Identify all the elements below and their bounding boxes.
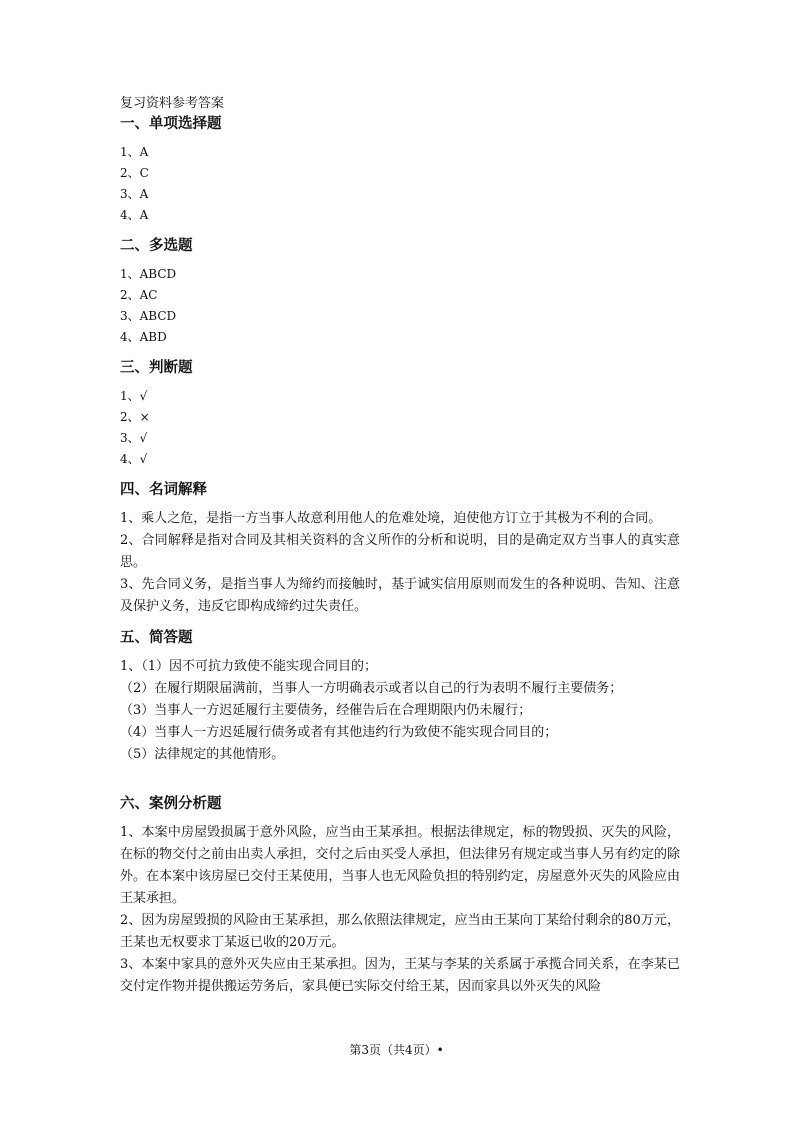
definition-paragraph: 3、先合同义务，是指当事人为缔约而接触时，基于诚实信用原则而发生的各种说明、告知、注意及保护义务，违反它即构成缔约过失责任。 — [120, 577, 680, 614]
answer-line: 1、ABCD — [120, 267, 177, 281]
answer-line: 1、√ — [120, 389, 148, 403]
document-title: 复习资料参考答案 — [120, 96, 225, 111]
answer-line: 1、A — [120, 145, 149, 159]
answer-line: 2、× — [120, 410, 150, 424]
answer-line: 3、ABCD — [120, 309, 177, 323]
answer-line: 4、ABD — [120, 330, 167, 344]
answer-line: 3、A — [120, 187, 149, 201]
section-multiple-choice — [120, 236, 680, 348]
short-answer-line: （4）当事人一方迟延履行债务或者有其他违约行为致使不能实现合同目的； — [120, 725, 558, 740]
short-answer-line: （2）在履行期限届满前，当事人一方明确表示或者以自己的行为表明不履行主要债务； — [120, 681, 623, 696]
short-answer-line: 1、（1）因不可抗力致使不能实现合同目的； — [120, 659, 378, 674]
section-heading: 一、单项选择题 — [120, 116, 222, 132]
definition-paragraph: 2、合同解释是指对合同及其相关资料的含义所作的分析和说明，目的是确定双方当事人的真实意思。 — [120, 533, 680, 570]
definition-paragraph: 1、乘人之危，是指一方当事人故意利用他人的危难处境，迫使他方订立于其极为不利的合同。 — [120, 511, 662, 526]
case-paragraph: 3、本案中家具的意外灭失应由王某承担。因为，王某与李某的关系属于承揽合同关系，在李某已交付定作物并提供搬运劳务后，家具便已实际交付给王某，因而家具以外灭失的风险 — [120, 957, 680, 994]
short-answer-line: （5）法律规定的其他情形。 — [120, 747, 285, 762]
answer-line: 3、√ — [120, 431, 148, 445]
answer-line: 4、√ — [120, 452, 148, 466]
section-term-definitions — [120, 480, 680, 618]
section-heading: 四、名词解释 — [120, 482, 207, 498]
page-footer: 第3页（共4页）• — [349, 1043, 444, 1057]
short-answer-line: （3）当事人一方迟延履行主要债务，经催告后在合理期限内仍未履行； — [120, 703, 532, 718]
answer-line: 4、A — [120, 208, 149, 222]
section-single-choice — [120, 114, 680, 226]
section-true-false — [120, 358, 680, 470]
section-short-answer — [120, 628, 680, 766]
spacer — [120, 776, 680, 794]
section-case-analysis — [120, 794, 680, 998]
document-body — [120, 94, 680, 1008]
section-heading: 二、多选题 — [120, 238, 193, 254]
case-paragraph: 1、本案中房屋毁损属于意外风险，应当由王某承担。根据法律规定，标的物毁损、灭失的风险，在标的物交付之前由出卖人承担，交付之后由买受人承担，但法律另有规定或当事人另有约定的除外。在本案中该房屋已交付王某使用，当事人也无风险负担的特别约定，房屋意外灭失的风险应由王某承担。 — [120, 825, 680, 906]
answer-line: 2、C — [120, 166, 149, 180]
answer-line: 2、AC — [120, 288, 158, 302]
section-heading: 五、简答题 — [120, 630, 193, 646]
case-paragraph: 2、因为房屋毁损的风险由王某承担，那么依照法律规定，应当由王某向丁某给付剩余的80万元，王某也无权要求丁某返已收的20万元。 — [120, 913, 680, 950]
section-heading: 三、判断题 — [120, 360, 193, 376]
section-heading: 六、案例分析题 — [120, 796, 222, 812]
